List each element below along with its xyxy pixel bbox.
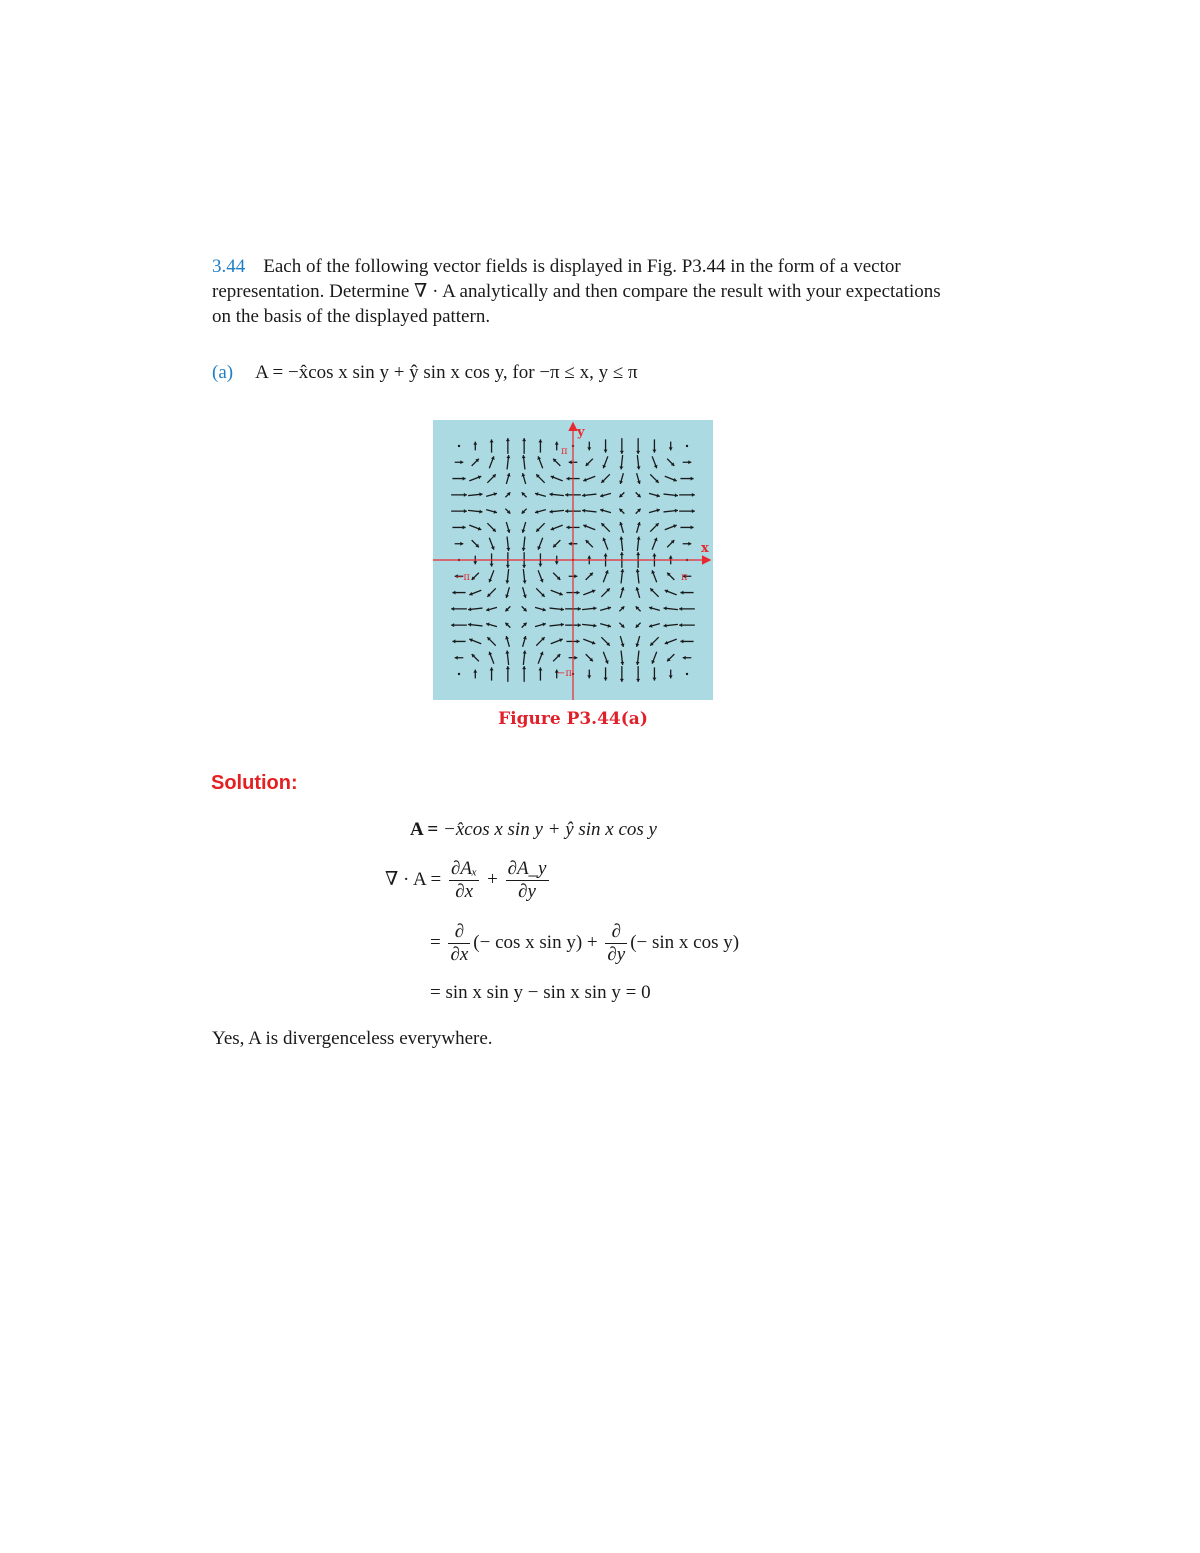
field-arrow [667,540,674,547]
field-arrow [451,493,467,497]
field-arrow [522,606,527,611]
field-arrow [604,667,608,680]
field-arrow [636,606,641,611]
field-arrow [452,477,465,481]
field-arrow [665,639,677,644]
field-arrow [537,538,542,550]
field-arrow [523,587,527,598]
field-arrow [636,438,640,454]
field-arrow [536,523,544,531]
field-arrow [468,492,482,496]
field-arrow [665,524,677,529]
field-arrow [458,445,460,447]
field-arrow [538,652,543,664]
field-arrow [601,637,609,645]
field-arrow [538,570,543,582]
field-arrow [586,573,593,580]
field-arrow [583,639,595,644]
eq2-fraction-2 [506,858,549,903]
field-arrow [619,537,623,551]
field-arrow [522,455,526,469]
field-arrow [637,522,641,533]
field-arrow [637,473,641,484]
field-arrow [650,588,658,596]
field-arrow [522,438,526,454]
field-arrow [505,623,510,628]
field-arrow [487,474,495,482]
field-arrow [586,654,593,661]
field-arrow [455,542,464,546]
eq2-frac1-den: ∂x [455,881,474,902]
y-tick-neg-pi: −π [557,668,572,679]
eq3-term-2: (− sin x cos y) [630,931,740,953]
field-arrow [636,492,641,497]
field-arrow [535,492,546,496]
field-arrow [451,623,467,627]
field-arrow [551,475,563,480]
field-arrow [469,475,481,480]
field-arrow [487,523,495,531]
field-arrow [651,570,656,582]
eq3-fraction-2 [605,921,627,966]
field-arrow [553,540,560,547]
field-arrow [537,456,542,468]
field-arrow [473,442,477,451]
field-arrow [472,654,479,661]
field-arrow [600,624,611,628]
field-arrow [586,540,593,547]
field-arrow [602,456,607,468]
field-arrow [535,623,546,627]
field-arrow [587,670,591,679]
field-arrow [602,538,607,550]
field-arrow [637,537,641,551]
eq3-frac2-num: ∂ [605,921,627,944]
field-arrow [600,493,611,497]
eq1-lhs: A = [410,819,439,840]
field-arrow [619,623,624,628]
field-arrow [472,540,479,547]
field-arrow [652,667,656,680]
field-arrow [522,666,526,682]
field-arrow [601,523,609,531]
field-arrow [550,623,564,627]
field-arrow [468,510,482,514]
field-arrow [665,589,677,594]
x-tick-pi: π [681,572,688,583]
field-arrow [652,439,656,452]
field-arrow [522,623,527,628]
field-arrow [603,652,608,664]
problem-statement [212,254,952,329]
field-arrow [679,623,695,627]
field-arrow [680,525,693,529]
problem-text: Each of the following vector fields is displayed in Fig. P3.44 in the form of a vector representation. Determine ∇ · A analytically and then compare the result with your expectations on the basis of the displayed pattern. [212,256,941,327]
field-arrow [620,651,624,665]
field-arrow [506,455,510,469]
eq3-term-1: (− cos x sin y) + [473,931,598,953]
field-arrow [620,666,624,682]
field-arrow [683,542,692,546]
field-arrow [536,637,544,645]
field-arrow [651,652,656,664]
field-arrow [619,473,623,484]
field-arrow [636,587,640,598]
field-arrow [669,442,673,451]
field-arrow [505,606,510,611]
field-arrow [506,522,510,533]
equation-line-3 [430,921,739,966]
field-arrow [582,493,596,497]
field-arrow [619,522,623,533]
field-arrow [664,606,678,610]
field-arrow [636,651,640,665]
field-arrow [523,569,527,583]
y-tick-pi: π [561,446,568,457]
field-arrow [536,588,544,596]
field-arrow [458,673,460,675]
field-arrow [583,589,595,594]
problem-number: 3.44 [212,256,246,277]
field-arrow [667,654,674,661]
field-arrow [538,667,542,680]
field-arrow [583,476,595,481]
eq2-plus: + [487,868,498,890]
vector-field-plot [433,420,713,700]
field-arrow [679,509,695,513]
field-arrow [619,606,624,611]
field-arrow [472,573,479,580]
field-arrow [522,509,527,514]
field-arrow [553,654,560,661]
field-arrow [455,656,464,660]
field-arrow [686,673,688,675]
field-arrow [652,456,657,468]
field-arrow [620,587,624,598]
eq2-frac1-num: ∂Aₓ [450,858,478,879]
field-arrow [636,509,641,514]
field-arrow [667,573,674,580]
part-a-label: (a) [212,362,234,383]
field-arrow [451,509,467,513]
field-arrow [683,460,692,464]
equation-line-2 [385,858,552,903]
field-arrow [664,493,678,497]
field-arrow [488,652,493,664]
field-arrow [486,607,497,611]
field-arrow [680,591,693,595]
field-arrow [469,638,481,643]
field-arrow [468,607,482,611]
field-arrow [451,607,467,611]
field-arrow [686,445,688,447]
field-arrow [650,637,658,645]
field-arrow [583,524,595,529]
field-arrow [637,455,641,469]
field-arrow [587,442,591,451]
field-arrow [619,509,624,514]
eq3-frac1-den: ∂x [450,944,469,965]
field-arrow [679,607,695,611]
field-arrow [522,492,527,497]
field-arrow [649,624,660,628]
field-arrow [553,573,560,580]
field-arrow [550,510,564,514]
field-arrow [472,459,479,466]
field-arrow [582,509,596,513]
equation-line-1 [410,819,657,841]
field-arrow [652,538,657,550]
field-arrow [535,607,546,611]
field-arrow [486,492,497,496]
field-arrow [636,666,640,682]
equation-line-4: = sin x sin y − sin x sin y = 0 [430,982,651,1003]
field-arrow [486,510,497,514]
field-arrow [550,607,564,611]
x-axis-label: x [701,541,709,556]
field-arrow [620,438,624,454]
field-arrow [469,525,481,530]
eq3-frac2-den: ∂y [607,944,626,965]
field-arrow [452,591,465,595]
field-arrow [551,525,563,530]
field-arrow [505,636,509,647]
eq2-fraction-1 [449,858,479,903]
field-arrow [452,639,465,643]
field-arrow [650,474,658,482]
field-arrow [669,670,673,679]
field-arrow [505,587,509,598]
field-arrow [523,651,527,665]
field-arrow [473,670,477,679]
field-arrow [553,459,560,466]
field-arrow [535,510,546,514]
field-arrow [636,569,640,583]
x-tick-neg-pi: −π [455,572,470,583]
field-arrow [619,492,624,497]
field-arrow [619,455,623,469]
field-arrow [649,509,660,513]
field-arrow [489,456,494,468]
field-arrow [506,473,510,484]
field-arrow [664,624,678,628]
field-arrow [452,525,465,529]
part-a [212,360,638,385]
field-arrow [487,637,495,645]
field-arrow [505,492,510,497]
field-arrow [488,570,493,582]
field-arrow [522,522,526,533]
field-arrow [620,636,624,647]
eq2-frac2-den: ∂y [518,881,536,902]
field-arrow [600,606,611,610]
field-arrow [551,590,563,595]
field-arrow [665,476,677,481]
part-a-statement: A = −x̂cos x sin y + ŷ sin x cos y, for −π ≤ x, y ≤ π [255,362,638,383]
field-arrow [680,477,693,481]
field-arrow [490,439,494,452]
field-arrow [680,639,693,643]
field-arrow [486,623,497,627]
eq3-fraction-1 [448,921,470,966]
field-arrow [650,523,658,531]
field-arrow [523,636,527,647]
field-arrow [550,492,564,496]
field-arrow [505,569,509,583]
field-arrow [506,537,510,551]
field-arrow [679,493,695,497]
field-arrow [555,442,559,451]
field-arrow [636,636,640,647]
field-arrow [649,606,660,610]
vector-field-figure [433,420,713,700]
y-axis-label: y [577,425,585,440]
eq2-lhs: ∇ · A = [385,868,442,890]
field-arrow [506,438,510,454]
field-arrow [603,570,608,582]
field-arrow [455,460,464,464]
field-arrow [667,459,674,466]
conclusion-text: Yes, A is divergenceless everywhere. [212,1028,493,1049]
field-arrow [468,623,482,627]
field-arrow [551,638,563,643]
field-arrow [522,537,526,551]
field-arrow [601,474,609,482]
eq3-frac1-num: ∂ [448,921,470,944]
field-arrow [538,439,542,452]
field-arrow [586,459,593,466]
field-arrow [536,474,544,482]
figure-caption: Figure P3.44(a) [498,709,648,729]
field-arrow [620,569,624,583]
field-arrow [489,538,494,550]
field-arrow [601,588,609,596]
field-arrow [664,509,678,513]
field-arrow [469,590,481,595]
field-arrow [505,509,510,514]
field-arrow [522,473,526,484]
field-arrow [683,656,692,660]
field-arrow [487,588,495,596]
field-arrow [505,651,509,665]
eq1-rhs: −x̂cos x sin y + ŷ sin x cos y [443,819,657,840]
field-arrow [506,666,510,682]
solution-heading: Solution: [211,772,298,794]
field-arrow [490,667,494,680]
field-arrow [649,493,660,497]
field-arrow [582,606,596,610]
field-arrow [604,439,608,452]
field-arrow [636,623,641,628]
eq2-frac2-num: ∂A_y [507,858,547,879]
eq3-equals: = [430,931,441,953]
field-arrow [600,509,611,513]
field-arrow [582,624,596,628]
